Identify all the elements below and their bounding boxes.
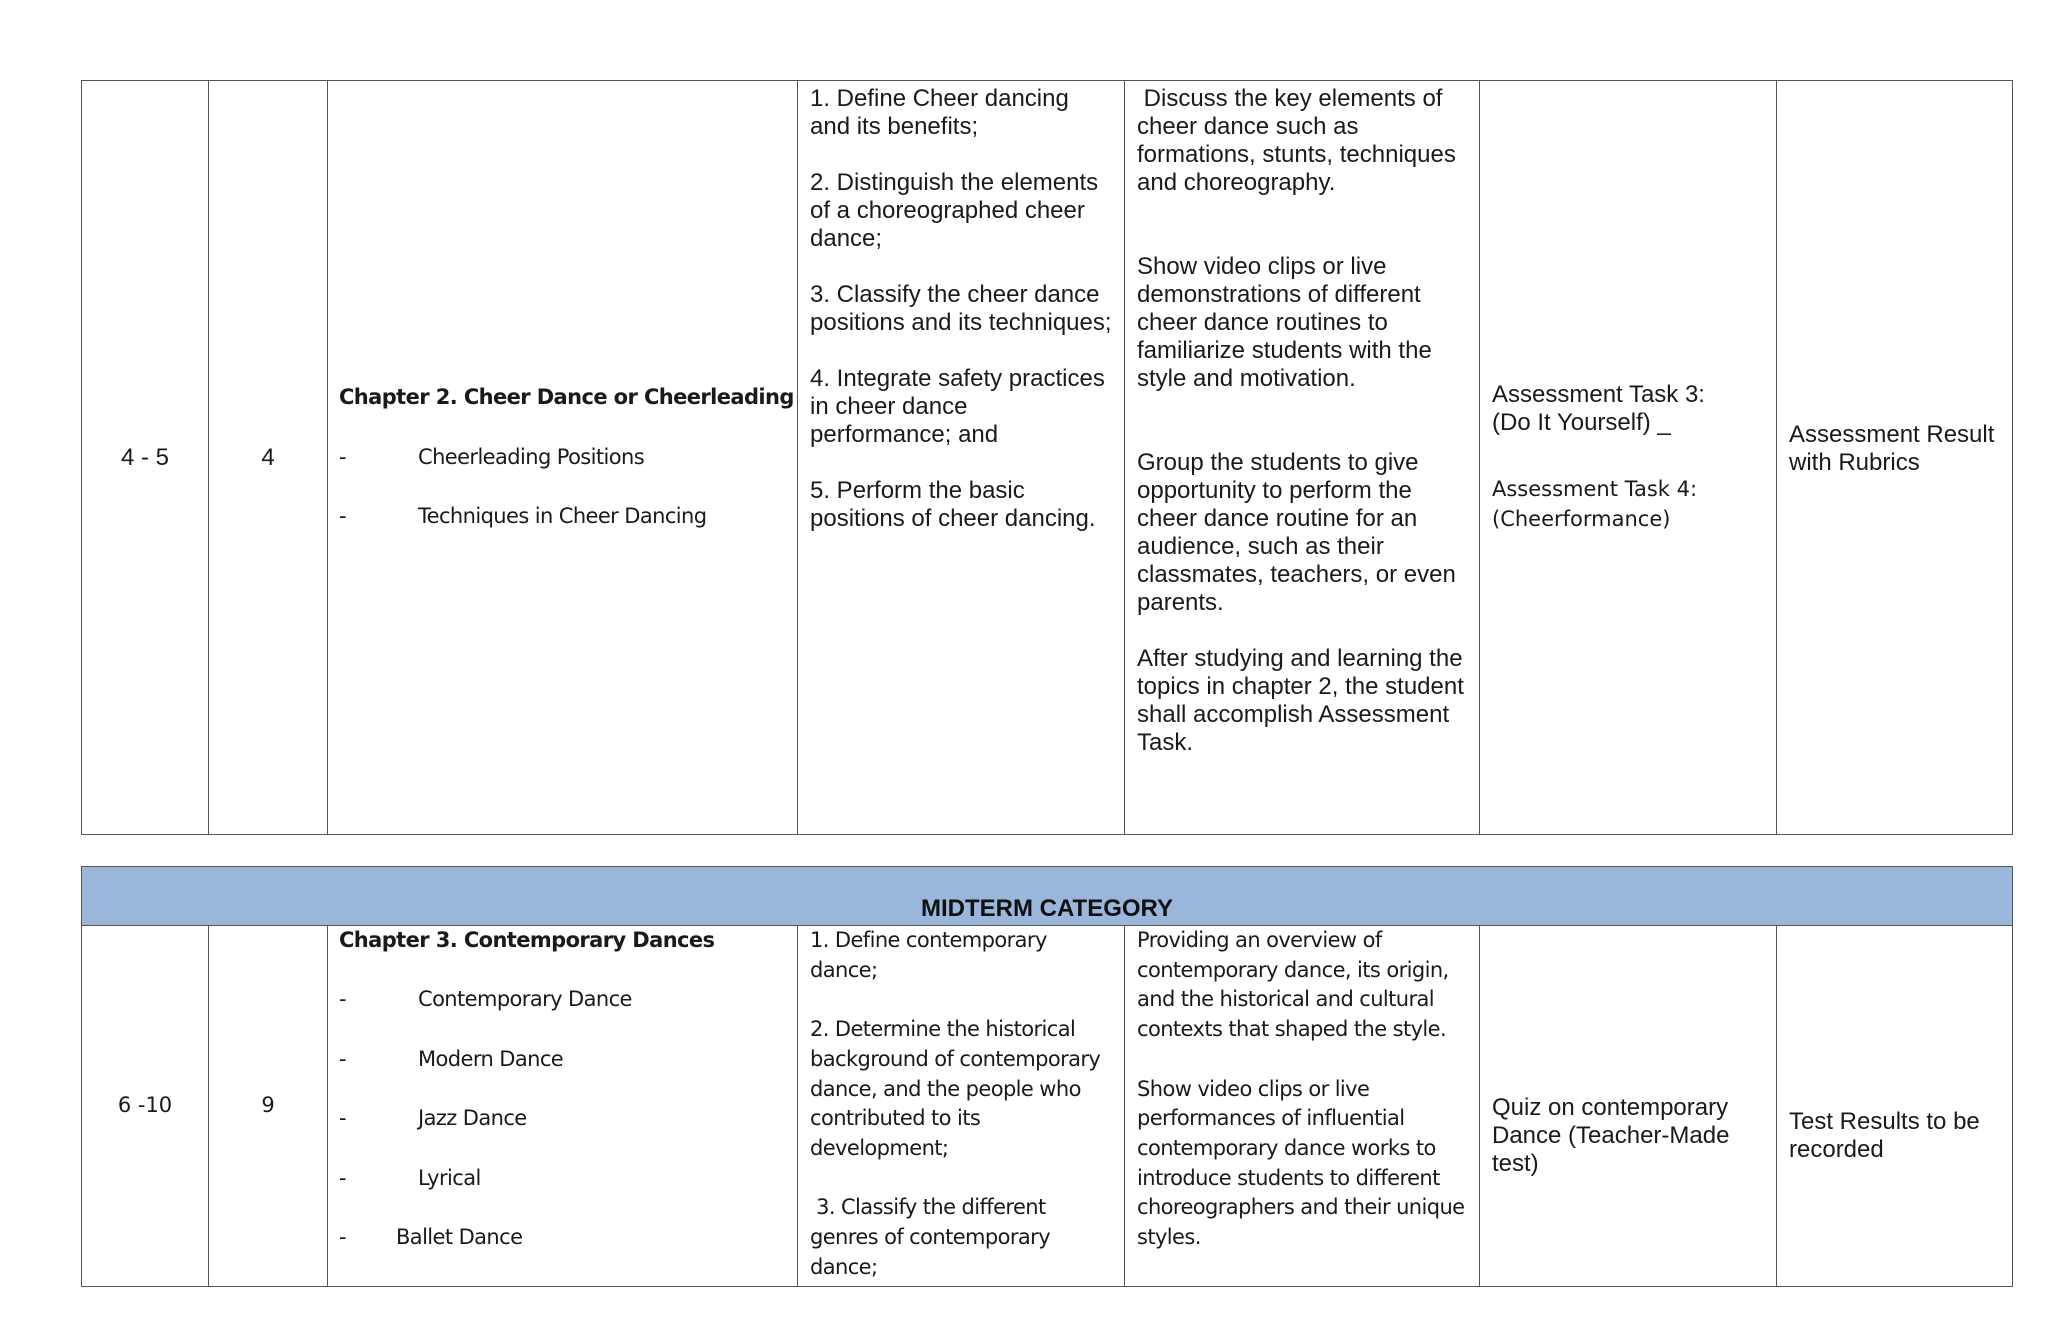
assessment-text: Quiz on contemporary Dance (Teacher-Made test) — [1492, 1094, 1730, 1178]
topic-cell — [328, 926, 798, 1287]
outcome-item: 1. Define Cheer dancing and its benefits; — [810, 85, 1069, 140]
hours-value: 4 — [261, 443, 275, 471]
table-row — [82, 81, 2013, 835]
topic-item: - Techniques in Cheer Dancing — [339, 504, 707, 529]
category-title: MIDTERM CATEGORY — [921, 895, 1173, 922]
syllabus-table-top — [81, 80, 2013, 835]
hours-cell — [209, 81, 328, 835]
syllabus-table-midterm — [81, 866, 2013, 1287]
evidence-text: Assessment Result with Rubrics — [1789, 420, 1995, 476]
category-band-row — [82, 867, 2013, 926]
hours-value: 9 — [261, 1093, 275, 1118]
midterm-category-band — [82, 867, 2013, 926]
outcome-item: 3. Classify the cheer dance positions and its techniques; — [810, 281, 1112, 336]
evidence-cell — [1777, 81, 2013, 835]
evidence-text: Test Results to be recorded — [1789, 1108, 1980, 1164]
weeks-cell — [82, 926, 209, 1287]
table-row — [82, 926, 2013, 1287]
activity-item: Show video clips or live demonstrations of different cheer dance routines to familiarize students with the style and motivation. — [1137, 253, 1432, 392]
topic-cell — [328, 81, 798, 835]
topic-title: Chapter 2. Cheer Dance or Cheerleading — [339, 385, 794, 410]
learning-outcomes-cell — [798, 926, 1125, 1287]
activity-item: After studying and learning the topics in chapter 2, the student shall accomplish Assessment Task. — [1137, 645, 1464, 756]
weeks-value: 4 - 5 — [120, 443, 170, 471]
topic-item: - Jazz Dance — [339, 1106, 527, 1131]
topic-title: Chapter 3. Contemporary Dances — [339, 928, 715, 952]
activities-cell — [1125, 926, 1480, 1287]
activities-cell — [1125, 81, 1480, 835]
topic-item: - Cheerleading Positions — [339, 444, 645, 469]
outcome-item: 2. Determine the historical background of contemporary dance, and the people who contributed to its development; — [810, 1017, 1101, 1160]
outcome-item: 2. Distinguish the elements of a choreographed cheer dance; — [810, 169, 1099, 252]
activity-item: Group the students to give opportunity to perform the cheer dance routine for an audience, such as their classmates, teachers, or even parents. — [1137, 449, 1456, 616]
evidence-cell — [1777, 926, 2013, 1287]
topic-item: - Modern Dance — [339, 1046, 564, 1071]
assessment-cell — [1480, 81, 1777, 835]
weeks-cell — [82, 81, 209, 835]
outcome-item: 4. Integrate safety practices in cheer dance performance; and — [810, 365, 1105, 448]
topic-item: - Ballet Dance — [339, 1224, 523, 1249]
assessment-task-3: Assessment Task 3: (Do It Yourself) _ — [1492, 380, 1705, 436]
weeks-value: 6 -10 — [117, 1093, 173, 1118]
assessment-cell — [1480, 926, 1777, 1287]
activity-item: Discuss the key elements of cheer dance such as formations, stunts, techniques and choreography. — [1137, 85, 1463, 196]
outcome-item: 1. Define contemporary dance; — [810, 928, 1047, 982]
topic-item: - Contemporary Dance — [339, 987, 632, 1012]
learning-outcomes-cell — [798, 81, 1125, 835]
activity-item: Providing an overview of contemporary dance, its origin, and the historical and cultural contexts that shaped the style. — [1137, 928, 1449, 1042]
assessment-task-4: Assessment Task 4: (Cheerformance) — [1492, 476, 1698, 531]
hours-cell — [209, 926, 328, 1287]
outcome-item: 5. Perform the basic positions of cheer dancing. — [810, 477, 1096, 532]
topic-item: - Lyrical — [339, 1165, 481, 1190]
activity-item: Show video clips or live performances of influential contemporary dance works to introduce students to different choreographers and their unique styles. — [1137, 1076, 1465, 1250]
outcome-item: 3. Classify the different genres of contemporary dance; — [810, 1195, 1057, 1279]
